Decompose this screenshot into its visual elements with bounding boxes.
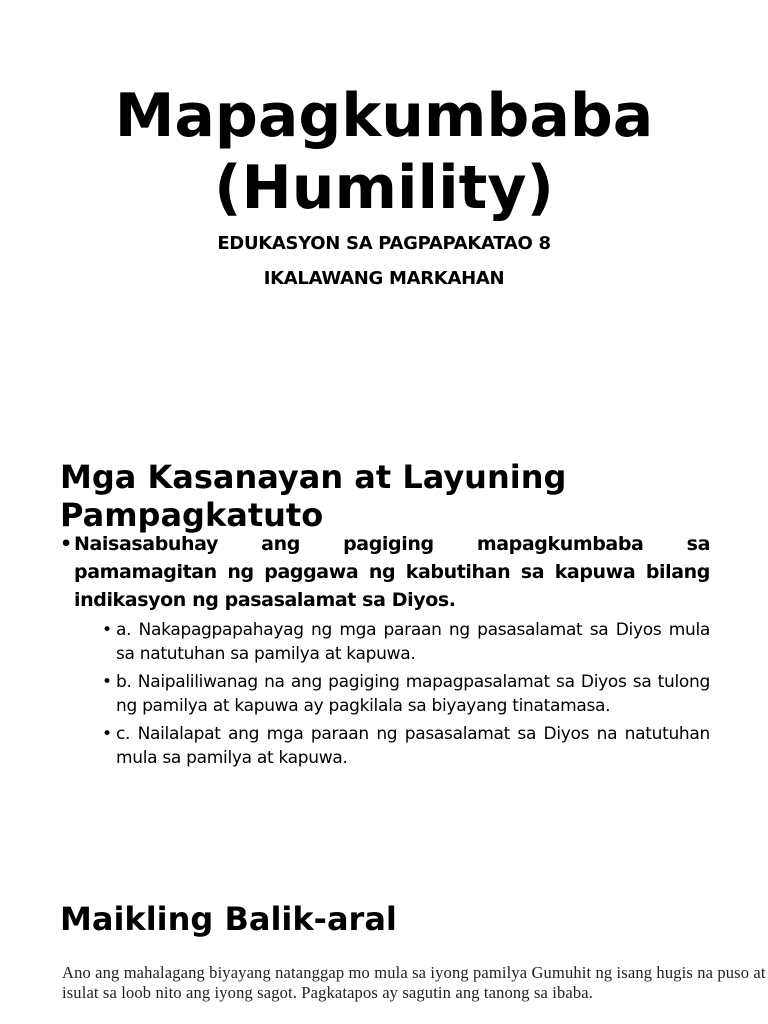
sub-objective-b: • b. Naipaliliwanag na ang pagiging mapagpasalamat sa Diyos sa tulong ng pamilya at kapuwa ay pagkilala sa biyayang tinatamasa.: [102, 670, 710, 718]
review-slide: [0, 880, 768, 1024]
sub-objectives-list: [74, 618, 710, 770]
main-objective-text: Naisasabuhay ang pagiging mapagkumbaba sa pamamagitan ng paggawa ng kabutihan sa kapuwa bilang indikasyon ng pasasalamat sa Diyos.: [74, 533, 710, 611]
objectives-slide: [0, 440, 768, 840]
slide-title: Mapagkumbaba (Humility): [114, 81, 654, 223]
review-heading: Maikling Balik-aral: [60, 900, 397, 938]
objectives-list: [60, 530, 710, 774]
main-objective: [60, 530, 710, 770]
review-instruction-text: Ano ang mahalagang biyayang natanggap mo mula sa iyong pamilya Gumuhit ng isang hugis na puso at isulat sa loob nito ang iyong sagot. Pagkatapos ay sagutin ang tanong sa ibaba.: [62, 963, 766, 1002]
subtitle-subject: EDUKASYON SA PAGPAPAKATAO 8: [217, 233, 551, 254]
objectives-heading: Mga Kasanayan at Layuning Pampagkatuto: [60, 458, 567, 534]
subtitle-quarter: IKALAWANG MARKAHAN: [263, 268, 505, 289]
title-slide: [0, 0, 768, 430]
sub-objective-c: • c. Nailalapat ang mga paraan ng pasasalamat sa Diyos na natutuhan mula sa pamilya at kapuwa.: [102, 722, 710, 770]
sub-objective-a: • a. Nakapagpapahayag ng mga paraan ng pasasalamat sa Diyos mula sa natutuhan sa pamilya at kapuwa.: [102, 618, 710, 666]
